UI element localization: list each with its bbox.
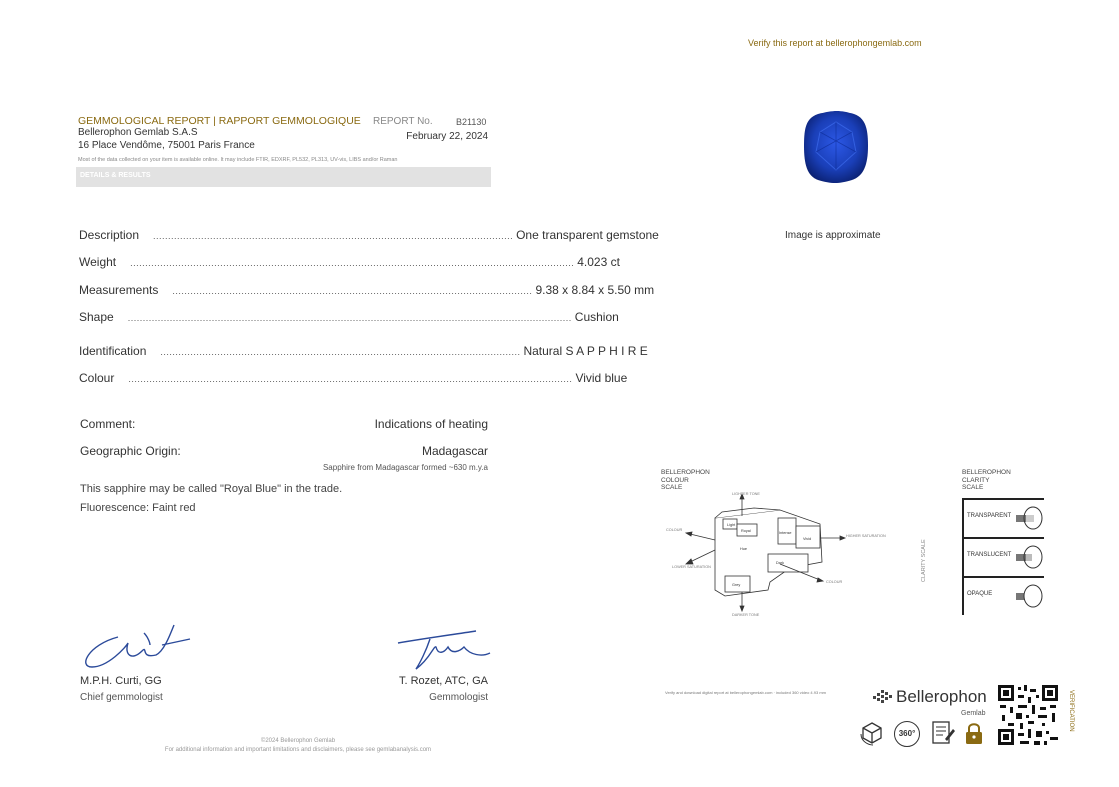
- report-title: GEMMOLOGICAL REPORT | RAPPORT GEMMOLOGIQUE: [78, 115, 361, 127]
- signature-role: Chief gemmologist: [80, 692, 163, 703]
- clarity-gem-icon: [1016, 506, 1044, 532]
- verify-link-top[interactable]: Verify this report at bellerophongemlab.com: [748, 38, 922, 48]
- comment-value: Indications of heating: [374, 417, 488, 431]
- signature-rozet: [390, 625, 495, 675]
- detail-label: Weight: [79, 255, 117, 269]
- label-royal: Royal: [741, 529, 751, 533]
- colour-scale-title: BELLEROPHON COLOUR SCALE: [661, 469, 710, 491]
- detail-value: One transparent gemstone: [516, 228, 659, 242]
- section-bar: [76, 167, 491, 187]
- gemstone-image: [800, 108, 872, 184]
- leader-dots: ....................................................................................................................................................: [128, 374, 573, 384]
- verification-label: VERIFICATION: [1068, 690, 1074, 732]
- brand-sub: Gemlab: [961, 710, 986, 717]
- comment-row: [80, 417, 488, 431]
- clarity-level-opaque: OPAQUE: [962, 576, 1044, 615]
- label-intense: Intense: [779, 531, 792, 535]
- leader-dots: ........................................................................................................................: [153, 231, 514, 241]
- detail-label: Identification: [79, 344, 147, 358]
- detail-row-description: [79, 228, 659, 244]
- report-number-label: REPORT No.: [373, 116, 433, 127]
- detail-label: Shape: [79, 310, 114, 324]
- label-colour-left: COLOUR: [666, 528, 683, 532]
- clarity-level-translucent: TRANSLUCENT: [962, 537, 1044, 576]
- leader-dots: ....................................................................................................................................................: [127, 313, 572, 323]
- image-caption: Image is approximate: [785, 230, 881, 241]
- signature-curti: [78, 615, 198, 673]
- leader-dots: ........................................................................................................................: [172, 286, 533, 296]
- clarity-level-transparent: TRANSPARENT: [962, 498, 1044, 537]
- verify-note-bottom: Verify and download digital report at bellerophongemlab.com · included 360 video 4.93 mm: [665, 690, 826, 695]
- trade-note: This sapphire may be called "Royal Blue" in the trade.: [80, 483, 343, 495]
- data-note: Most of the data collected on your item is available online. It may include FTIR, EDXRF, PL532, PL313, UV-vis, LIBS and/or Raman: [78, 157, 398, 163]
- comment-label: Comment:: [80, 417, 136, 431]
- detail-value: Vivid blue: [575, 371, 628, 385]
- origin-row: [80, 444, 488, 458]
- label-lower-saturation: LOWER SATURATION: [672, 565, 711, 569]
- detail-row-shape: [79, 310, 619, 326]
- label-colour-right: COLOUR: [826, 580, 843, 584]
- section-title: DETAILS & RESULTS: [80, 172, 151, 179]
- detail-row-measurements: [79, 283, 655, 299]
- origin-value: Madagascar: [421, 444, 488, 458]
- label-darker-tone: DARKER TONE: [732, 613, 760, 617]
- footer-copyright: ©2024 Bellerophon Gemlab: [260, 738, 336, 744]
- lock-icon[interactable]: [963, 720, 985, 746]
- qr-code-icon[interactable]: [998, 685, 1058, 745]
- detail-value: 4.023 ct: [577, 255, 620, 269]
- label-dark: Dark: [776, 561, 785, 565]
- label-lighter-tone: LIGHTER TONE: [732, 492, 760, 496]
- lab-name: Bellerophon Gemlab S.A.S: [78, 127, 198, 138]
- leader-dots: ........................................................................................................................: [160, 347, 521, 357]
- detail-row-identification: [79, 344, 648, 360]
- 360-icon[interactable]: 360°: [894, 721, 920, 747]
- detail-value: Cushion: [574, 310, 619, 324]
- label-vivid: Vivid: [803, 537, 812, 541]
- origin-note: Sapphire from Madagascar formed ~630 m.y.a: [322, 463, 488, 472]
- clarity-scale-title: BELLEROPHON CLARITY SCALE: [962, 469, 1011, 491]
- detail-value: 9.38 x 8.84 x 5.50 mm: [535, 283, 655, 297]
- clarity-gem-icon: [1016, 545, 1044, 571]
- label-grey: Grey: [732, 583, 741, 587]
- detail-value: Natural S A P P H I R E: [523, 344, 648, 358]
- report-date: February 22, 2024: [406, 131, 488, 142]
- clarity-gem-icon: [1016, 584, 1044, 610]
- detail-row-weight: [79, 255, 620, 271]
- detail-label: Colour: [79, 371, 115, 385]
- leader-dots: ....................................................................................................................................................: [130, 258, 575, 268]
- signature-role: Gemmologist: [429, 692, 488, 703]
- label-light: Light: [727, 523, 736, 527]
- detail-row-colour: [79, 371, 628, 387]
- clarity-side-label: CLARITY SCALE: [921, 539, 927, 582]
- report-number: B21130: [456, 117, 487, 127]
- colour-scale-diagram: [660, 490, 886, 618]
- lab-address: 16 Place Vendôme, 75001 Paris France: [78, 140, 255, 151]
- detail-label: Description: [79, 228, 140, 242]
- footer-disclaimer: For additional information and important limitations and disclaimers, please see gemlabanalysis.com: [164, 747, 432, 753]
- cube-icon[interactable]: [859, 720, 885, 746]
- signature-name: T. Rozet, ATC, GA: [398, 675, 488, 687]
- detail-label: Measurements: [79, 283, 159, 297]
- bellerophon-logo-icon: [871, 689, 893, 705]
- signature-name: M.P.H. Curti, GG: [80, 675, 162, 687]
- report-icon[interactable]: [930, 719, 956, 747]
- brand-name: Bellerophon: [896, 687, 987, 706]
- label-higher-saturation: HIGHER SATURATION: [846, 534, 886, 538]
- fluorescence: Fluorescence: Faint red: [80, 502, 196, 514]
- origin-label: Geographic Origin:: [80, 444, 181, 458]
- label-hue: Hue: [740, 547, 747, 551]
